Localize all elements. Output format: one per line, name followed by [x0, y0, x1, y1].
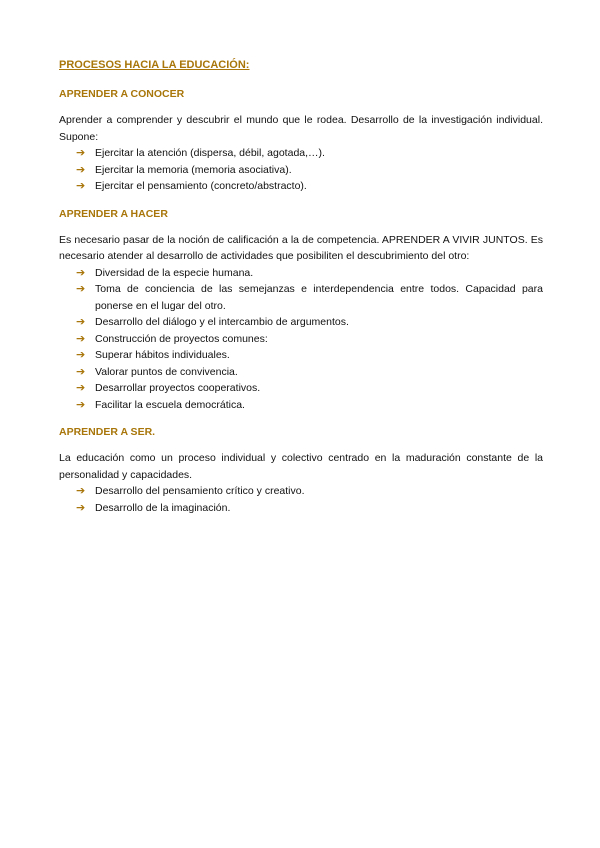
- arrow-right-icon: ➔: [76, 397, 86, 411]
- bullet-text: Ejercitar la atención (dispersa, débil, agotada,…).: [95, 147, 325, 159]
- arrow-right-icon: ➔: [76, 179, 86, 192]
- bullet-text: Ejercitar el pensamiento (concreto/abstracto).: [95, 180, 307, 192]
- bullet-item: [59, 500, 543, 517]
- bullet-item: [59, 178, 543, 195]
- section-paragraph: La educación como un proceso individual y colectivo centrado en la maduración constante de la personalidad y capacidades.: [59, 452, 543, 481]
- arrow-right-icon: ➔: [76, 484, 86, 497]
- bullet-item: [59, 347, 543, 364]
- section-heading: APRENDER A HACER: [59, 207, 168, 220]
- bullet-list: [59, 483, 543, 516]
- arrow-right-icon: ➔: [76, 162, 86, 176]
- section-aprender-a-conocer: [59, 86, 543, 195]
- arrow-right-icon: ➔: [76, 500, 86, 514]
- arrow-right-icon: ➔: [76, 282, 86, 295]
- section-aprender-a-hacer: [59, 206, 543, 414]
- bullet-item: [59, 162, 543, 179]
- arrow-right-icon: ➔: [76, 315, 86, 328]
- bullet-text: Desarrollo del diálogo y el intercambio de argumentos.: [95, 316, 349, 328]
- bullet-list: [59, 145, 543, 195]
- arrow-right-icon: ➔: [76, 348, 86, 361]
- document-title: PROCESOS HACIA LA EDUCACIÓN:: [59, 59, 250, 71]
- bullet-text: Diversidad de la especie humana.: [95, 266, 254, 279]
- bullet-item: [59, 314, 543, 331]
- bullet-text: Desarrollar proyectos cooperativos.: [95, 382, 261, 394]
- bullet-text: Ejercitar la memoria (memoria asociativa).: [95, 163, 292, 176]
- arrow-right-icon: ➔: [76, 265, 86, 279]
- bullet-list: [59, 265, 543, 414]
- bullet-text: Construcción de proyectos comunes:: [95, 332, 268, 345]
- bullet-item: [59, 364, 543, 381]
- arrow-right-icon: ➔: [76, 331, 86, 345]
- bullet-item: [59, 380, 543, 397]
- bullet-item: [59, 265, 543, 282]
- bullet-text: Superar hábitos individuales.: [95, 349, 230, 361]
- section-heading: APRENDER A CONOCER: [59, 88, 185, 100]
- bullet-item: [59, 145, 543, 162]
- section-paragraph: Aprender a comprender y descubrir el mundo que le rodea. Desarrollo de la investigación individual. Supone:: [59, 114, 543, 143]
- bullet-item: [59, 483, 543, 500]
- bullet-text: Desarrollo del pensamiento crítico y creativo.: [95, 485, 305, 497]
- bullet-item: [59, 281, 543, 314]
- bullet-text: Toma de conciencia de las semejanzas e interdependencia entre todos. Capacidad para ponerse en el lugar del otro.: [95, 283, 543, 312]
- document-body: [59, 57, 543, 527]
- section-paragraph: Es necesario pasar de la noción de calificación a la de competencia. APRENDER A VIVIR JUNTOS. Es necesario atender al desarrollo de actividades que posibiliten el descubrimiento del otro:: [59, 233, 543, 262]
- arrow-right-icon: ➔: [76, 364, 86, 378]
- arrow-right-icon: ➔: [76, 381, 86, 394]
- bullet-item: [59, 331, 543, 348]
- section-aprender-a-ser: [59, 424, 543, 516]
- arrow-right-icon: ➔: [76, 146, 86, 159]
- bullet-text: Desarrollo de la imaginación.: [95, 501, 231, 514]
- bullet-item: [59, 397, 543, 414]
- bullet-text: Valorar puntos de convivencia.: [95, 365, 238, 378]
- bullet-text: Facilitar la escuela democrática.: [95, 398, 245, 411]
- section-heading: APRENDER A SER.: [59, 426, 156, 438]
